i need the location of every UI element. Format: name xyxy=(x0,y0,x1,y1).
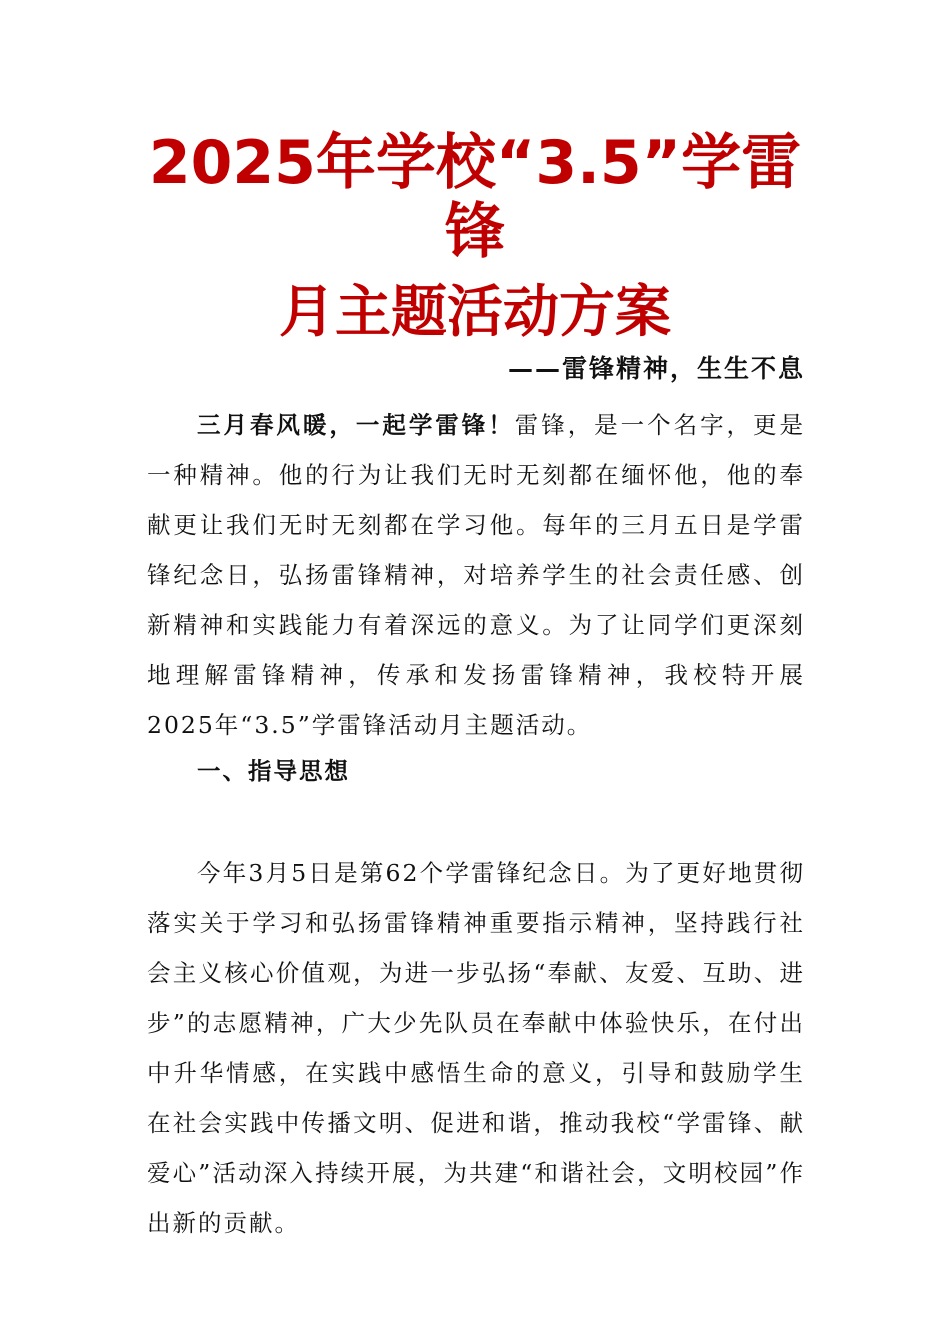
document-title-line-1: 2025年学校“3.5”学雷 xyxy=(148,128,802,198)
intro-lead-text: 三月春风暖，一起学雷锋！ xyxy=(197,411,515,439)
intro-paragraph xyxy=(147,400,805,750)
document-title-line-3: 月主题活动方案 xyxy=(279,280,671,345)
document-title-line-2: 锋 xyxy=(445,197,505,267)
document-subtitle: ——雷锋精神，生生不息 xyxy=(507,354,805,383)
intro-body-text: 雷锋，是一个名字，更是一种精神。他的行为让我们无时无刻都在缅怀他，他的奉献更让我们无时无刻都在学习他。每年的三月五日是学雷锋纪念日，弘扬雷锋精神，对培养学生的社会责任感、创新精神和实践能力有着深远的意义。为了让同学们更深刻地理解雷锋精神，传承和发扬雷锋精神，我校特开展 2025年“3.5”学雷锋活动月主题活动。 xyxy=(147,411,806,739)
section-heading-guiding-ideology: 一、指导思想 xyxy=(197,757,350,785)
section-paragraph-guiding-ideology: 今年3月5日是第62个学雷锋纪念日。为了更好地贯彻落实关于学习和弘扬雷锋精神重要指示精神，坚持践行社会主义核心价值观，为进一步弘扬“奉献、友爱、互助、进步”的志愿精神，广大少先队员在奉献中体验快乐，在付出中升华情感，在实践中感悟生命的意义，引导和鼓励学生在社会实践中传播文明、促进和谐，推动我校“学雷锋、献爱心”活动深入持续开展，为共建“和谐社会，文明校园”作出新的贡献。 xyxy=(147,859,805,1237)
